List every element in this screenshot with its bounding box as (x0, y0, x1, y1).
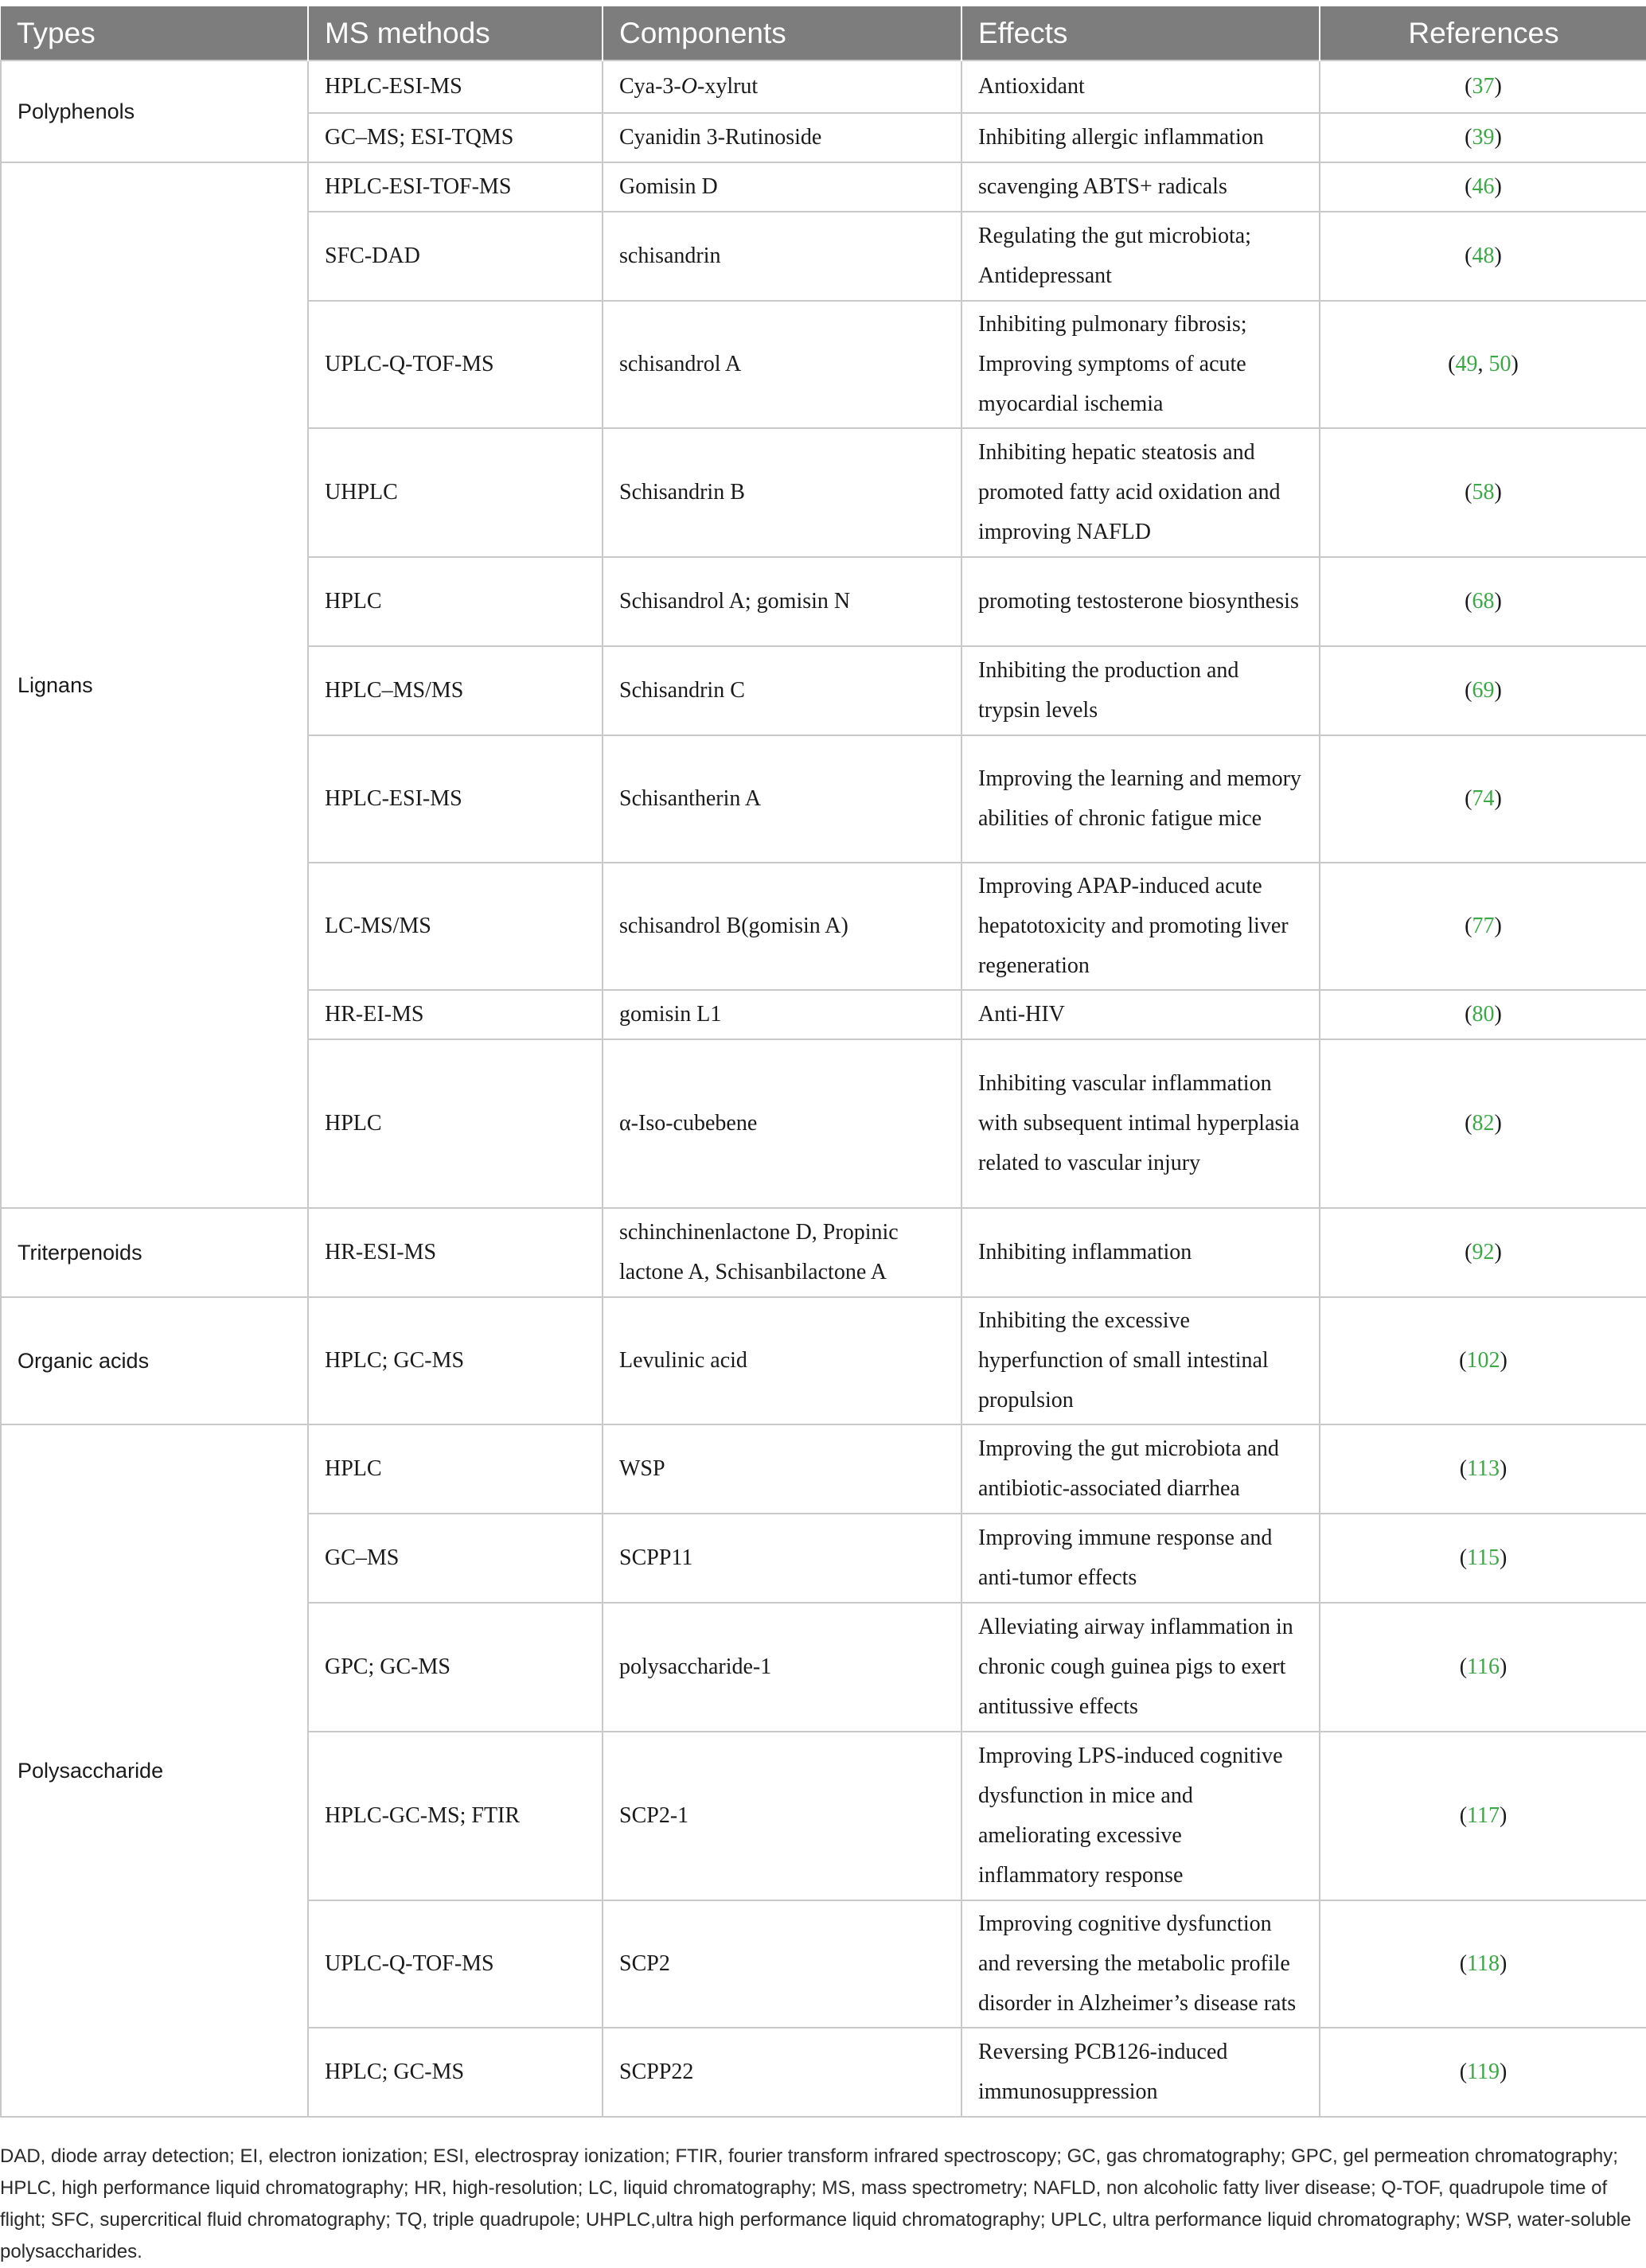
reference-link[interactable]: 80 (1472, 1002, 1495, 1027)
reference-link[interactable]: 77 (1472, 914, 1495, 938)
method-cell: HPLC-GC-MS; FTIR (308, 1732, 603, 1900)
effect-cell: Anti-HIV (961, 990, 1320, 1039)
references-cell: (58) (1320, 428, 1646, 557)
method-cell: HPLC; GC-MS (308, 2028, 603, 2117)
header-effects: Effects (961, 6, 1320, 60)
component-cell: gomisin L1 (603, 990, 961, 1039)
table-row (1, 60, 1646, 113)
table-container (0, 6, 1646, 2118)
effect-cell: Inhibiting pulmonary fibrosis; Improving symptoms of acute myocardial ischemia (961, 301, 1320, 428)
references-cell: (77) (1320, 863, 1646, 990)
references-cell: (92) (1320, 1208, 1646, 1297)
reference-link[interactable]: 48 (1472, 244, 1495, 268)
references-cell: (74) (1320, 735, 1646, 863)
reference-link[interactable]: 49 (1455, 352, 1478, 376)
component-cell: SCP2 (603, 1900, 961, 2028)
abbreviations-footnote: DAD, diode array detection; EI, electron ionization; ESI, electrospray ionization; FTIR, fourier transform infrared spectroscopy; GC, gas chromatography; GPC, gel permeation chromatography; HPLC, high performance liquid chromatography; HR, high-resolution; LC, liquid chromatography; MS, mass spectrometry; NAFLD, non alcoholic fatty liver disease; Q-TOF, quadrupole time of flight; SFC, supercritical fluid chromatography; TQ, triple quadrupole; UHPLC,ultra high performance liquid chromatography; UPLC, ultra performance liquid chromatography; WSP, water-soluble polysaccharides. (0, 2145, 1632, 2262)
component-cell: schisandrol A (603, 301, 961, 428)
effect-cell: promoting testosterone biosynthesis (961, 557, 1320, 646)
type-cell: Polyphenols (1, 60, 308, 162)
component-cell: Schisandrin C (603, 646, 961, 735)
component-cell: Cya-3-O-xylrut (603, 60, 961, 113)
method-cell: UPLC-Q-TOF-MS (308, 1900, 603, 2028)
effect-cell: Inhibiting allergic inflammation (961, 113, 1320, 162)
reference-link[interactable]: 74 (1472, 786, 1495, 811)
method-cell: LC-MS/MS (308, 863, 603, 990)
component-cell: α-Iso-cubebene (603, 1039, 961, 1208)
type-cell: Triterpenoids (1, 1208, 308, 1297)
reference-link[interactable]: 115 (1467, 1545, 1500, 1570)
references-cell: (117) (1320, 1732, 1646, 1900)
table-row (1, 1297, 1646, 1424)
component-cell: schisandrol B(gomisin A) (603, 863, 961, 990)
table-body (1, 60, 1646, 2117)
effect-cell: Antioxidant (961, 60, 1320, 113)
reference-link[interactable]: 102 (1466, 1348, 1500, 1373)
references-cell: (80) (1320, 990, 1646, 1039)
component-cell: SCPP11 (603, 1514, 961, 1603)
method-cell: GC–MS; ESI-TQMS (308, 113, 603, 162)
reference-link[interactable]: 37 (1472, 74, 1495, 99)
method-cell: UPLC-Q-TOF-MS (308, 301, 603, 428)
references-cell: (119) (1320, 2028, 1646, 2117)
component-cell: schisandrin (603, 212, 961, 301)
references-cell: (102) (1320, 1297, 1646, 1424)
references-cell: (113) (1320, 1424, 1646, 1514)
method-cell: HPLC; GC-MS (308, 1297, 603, 1424)
effect-cell: Improving the gut microbiota and antibiotic-associated diarrhea (961, 1424, 1320, 1514)
method-cell: HPLC (308, 1039, 603, 1208)
effect-cell: Alleviating airway inflammation in chronic cough guinea pigs to exert antitussive effects (961, 1603, 1320, 1732)
reference-link[interactable]: 82 (1472, 1111, 1495, 1136)
references-cell: (115) (1320, 1514, 1646, 1603)
reference-link[interactable]: 68 (1472, 589, 1495, 614)
data-table (0, 6, 1646, 2118)
references-cell: (68) (1320, 557, 1646, 646)
method-cell: HPLC (308, 1424, 603, 1514)
references-cell: (118) (1320, 1900, 1646, 2028)
method-cell: HPLC–MS/MS (308, 646, 603, 735)
reference-link[interactable]: 58 (1472, 480, 1495, 505)
method-cell: HPLC-ESI-MS (308, 735, 603, 863)
reference-link[interactable]: 119 (1467, 2060, 1500, 2084)
effect-cell: Improving LPS-induced cognitive dysfunction in mice and ameliorating excessive inflammatory response (961, 1732, 1320, 1900)
component-cell: Cyanidin 3-Rutinoside (603, 113, 961, 162)
effect-cell: Inhibiting inflammation (961, 1208, 1320, 1297)
component-cell: Levulinic acid (603, 1297, 961, 1424)
header-types: Types (1, 6, 308, 60)
type-cell: Lignans (1, 162, 308, 1208)
effect-cell: Inhibiting the production and trypsin levels (961, 646, 1320, 735)
effect-cell: Inhibiting the excessive hyperfunction of small intestinal propulsion (961, 1297, 1320, 1424)
method-cell: HR-EI-MS (308, 990, 603, 1039)
component-cell: polysaccharide-1 (603, 1603, 961, 1732)
reference-link[interactable]: 50 (1488, 352, 1511, 376)
type-cell: Organic acids (1, 1297, 308, 1424)
reference-link[interactable]: 39 (1472, 125, 1495, 150)
method-cell: HPLC (308, 557, 603, 646)
method-cell: UHPLC (308, 428, 603, 557)
component-cell: Schisantherin A (603, 735, 961, 863)
method-cell: HPLC-ESI-MS (308, 60, 603, 113)
table-header (1, 6, 1646, 60)
effect-cell: Regulating the gut microbiota; Antidepressant (961, 212, 1320, 301)
effect-cell: Improving cognitive dysfunction and reversing the metabolic profile disorder in Alzheimer’s disease rats (961, 1900, 1320, 2028)
reference-link[interactable]: 116 (1467, 1654, 1500, 1679)
references-cell: (46) (1320, 162, 1646, 212)
component-cell: Schisandrin B (603, 428, 961, 557)
component-cell: Gomisin D (603, 162, 961, 212)
references-cell: (69) (1320, 646, 1646, 735)
component-cell: Schisandrol A; gomisin N (603, 557, 961, 646)
references-cell: (37) (1320, 60, 1646, 113)
reference-link[interactable]: 46 (1472, 174, 1495, 199)
header-references: References (1320, 6, 1646, 60)
references-cell: (48) (1320, 212, 1646, 301)
reference-link[interactable]: 118 (1467, 1951, 1500, 1976)
type-cell: Polysaccharide (1, 1424, 308, 2117)
reference-link[interactable]: 113 (1467, 1456, 1500, 1481)
method-cell: GPC; GC-MS (308, 1603, 603, 1732)
component-cell: SCPP22 (603, 2028, 961, 2117)
method-cell: HPLC-ESI-TOF-MS (308, 162, 603, 212)
reference-link[interactable]: 92 (1472, 1240, 1495, 1265)
reference-link[interactable]: 117 (1467, 1803, 1500, 1828)
effect-cell: scavenging ABTS+ radicals (961, 162, 1320, 212)
effect-cell: Inhibiting vascular inflammation with subsequent intimal hyperplasia related to vascular injury (961, 1039, 1320, 1208)
component-cell: WSP (603, 1424, 961, 1514)
header-components: Components (603, 6, 961, 60)
component-cell: SCP2-1 (603, 1732, 961, 1900)
effect-cell: Improving APAP-induced acute hepatotoxicity and promoting liver regeneration (961, 863, 1320, 990)
table-row (1, 162, 1646, 212)
effect-cell: Inhibiting hepatic steatosis and promoted fatty acid oxidation and improving NAFLD (961, 428, 1320, 557)
effect-cell: Improving the learning and memory abilities of chronic fatigue mice (961, 735, 1320, 863)
component-cell: schinchinenlactone D, Propinic lactone A, Schisanbilactone A (603, 1208, 961, 1297)
effect-cell: Reversing PCB126-induced immunosuppression (961, 2028, 1320, 2117)
references-cell: (39) (1320, 113, 1646, 162)
reference-link[interactable]: 69 (1472, 678, 1495, 703)
method-cell: GC–MS (308, 1514, 603, 1603)
method-cell: SFC-DAD (308, 212, 603, 301)
method-cell: HR-ESI-MS (308, 1208, 603, 1297)
table-row (1, 1424, 1646, 1514)
references-cell: (116) (1320, 1603, 1646, 1732)
effect-cell: Improving immune response and anti-tumor effects (961, 1514, 1320, 1603)
references-cell: (49, 50) (1320, 301, 1646, 428)
table-row (1, 1208, 1646, 1297)
header-ms-methods: MS methods (308, 6, 603, 60)
references-cell: (82) (1320, 1039, 1646, 1208)
